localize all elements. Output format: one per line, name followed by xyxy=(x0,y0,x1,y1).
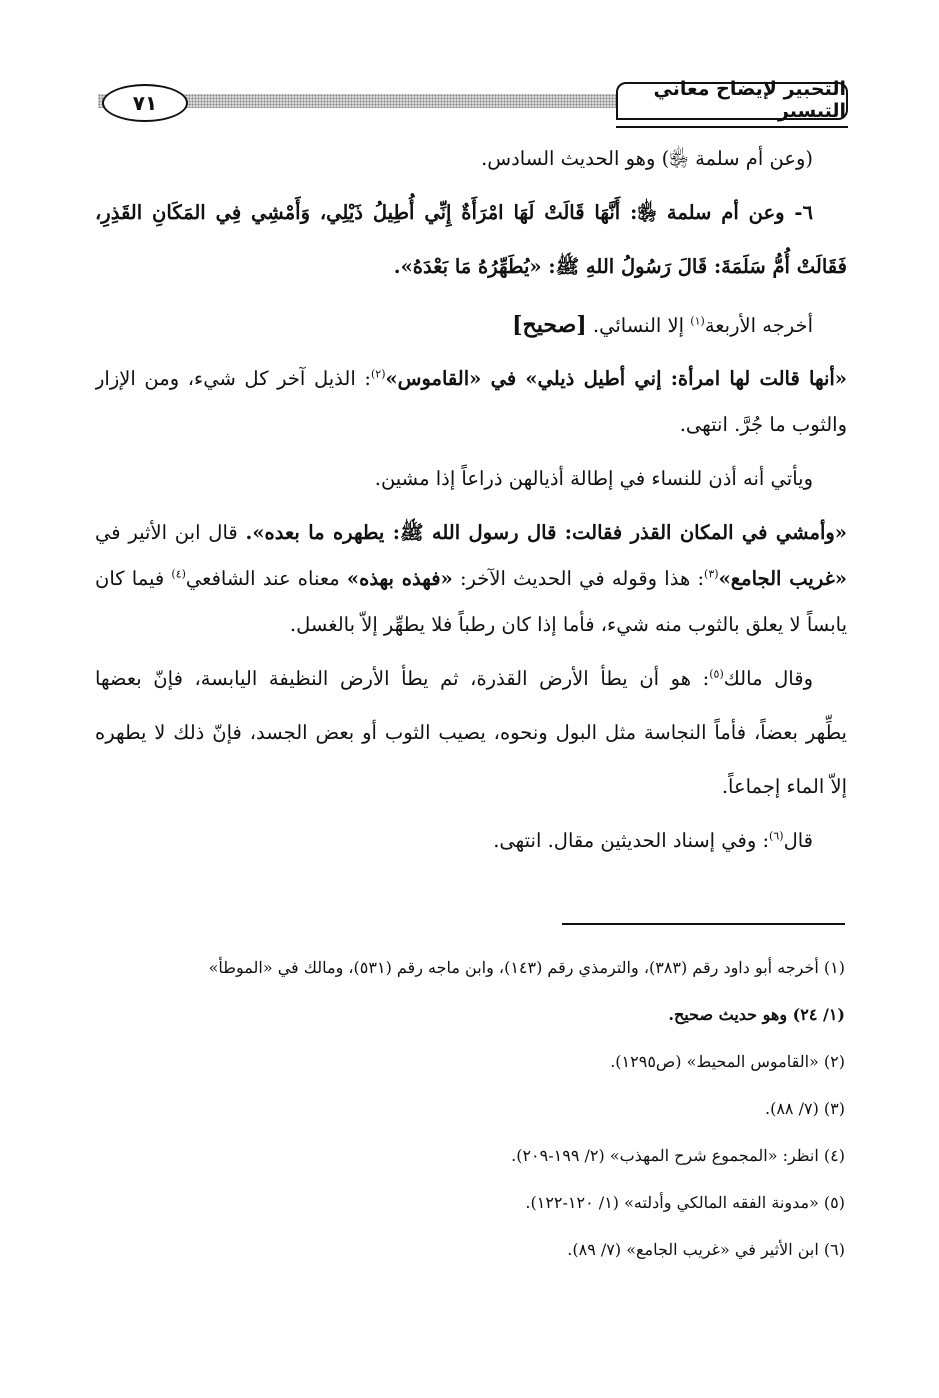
takhrij-line: أخرجه الأربعة$^{(١)}$ إلا النسائي. [صحيح] xyxy=(95,302,847,348)
text-line: (وعن أم سلمة ﵂) وهو الحديث السادس. xyxy=(481,147,813,170)
footnote-ref: (٣) xyxy=(704,567,719,581)
text-line: يابساً لا يعلق بالثوب منه شيء، فأما إذا كان رطباً فلا يطهِّر إلاّ بالغسل. xyxy=(289,613,847,636)
footnote: (٢) «القاموس المحيط» (ص١٢٩٥). xyxy=(610,1052,845,1071)
text-line: وقال مالك$^{(٥)}$: هو أن يطأ الأرض القذرة، ثم يطأ الأرض النظيفة اليابسة، فإنّ بعضها xyxy=(95,667,813,690)
footnote: (١/ ٢٤) وهو حديث صحيح. xyxy=(668,1005,845,1024)
footnote: (٤) انظر: «المجموع شرح المهذب» (٢/ ١٩٩-٢٠٩). xyxy=(511,1146,845,1165)
footnote-ref: (٤) xyxy=(171,567,186,581)
text-line: قال$^{(٦)}$: وفي إسناد الحديثين مقال. انتهى. xyxy=(493,829,813,852)
footnote: (٣) (٧/ ٨٨). xyxy=(764,1099,845,1118)
footnote-separator xyxy=(562,923,845,925)
page-header xyxy=(98,78,848,136)
footnote: (٥) «مدونة الفقه المالكي وأدلته» (١/ ١٢٠-١٢٢). xyxy=(525,1193,845,1212)
main-text xyxy=(95,136,847,864)
footnote-ref: (٢) xyxy=(370,367,386,381)
header-rule xyxy=(616,126,848,128)
footnote: (١) أخرجه أبو داود رقم (٣٨٣)، والترمذي رقم (١٤٣)، وابن ماجه رقم (٥٣١)، ومالك في «الموطأ» xyxy=(208,958,845,977)
text-line: «غريب الجامع»$^{(٣)}$: هذا وقوله في الحديث الآخر: «فهذه بهذه» معناه عند الشافعي$^{(٤)}$ فيما كان xyxy=(95,567,847,590)
text-line: إلاّ الماء إجماعاً. xyxy=(721,775,847,798)
text-line: «وأمشي في المكان القذر فقالت: قال رسول الله ﷺ: يطهره ما بعده». قال ابن الأثير في xyxy=(95,521,847,544)
grading-label: [صحيح] xyxy=(512,312,587,338)
text-line: ويأتي أنه أذن للنساء في إطالة أذيالهن ذراعاً إذا مشين. xyxy=(374,467,813,490)
hadith-line: فَقَالَتْ أُمُّ سَلَمَةَ: قَالَ رَسُولُ اللهِ ﷺ: «يُطَهِّرُهُ مَا بَعْدَهُ». xyxy=(393,255,847,278)
footnote-ref: (٥) xyxy=(709,667,724,681)
text-line: «أنها قالت لها امرأة: إني أطيل ذيلي» في «القاموس»$^{(٢)}$: الذيل آخر كل شيء، ومن الإزار xyxy=(95,367,847,390)
hadith-line: ٦- وعن أم سلمة ﵂: أَنَّهَا قَالَتْ لَهَا امْرَأَةٌ إِنِّي أُطِيلُ ذَيْلِي، وَأَمْشِي فِي المَكَانِ القَذِرِ، xyxy=(95,201,813,224)
footnote: (٦) ابن الأثير في «غريب الجامع» (٧/ ٨٩). xyxy=(567,1240,845,1259)
footnote-ref: (١) xyxy=(690,314,705,328)
page-number: ٧١ xyxy=(102,84,188,122)
book-title: التحبير لإيضاح معاني التيسير xyxy=(616,82,848,120)
footnote-ref: (٦) xyxy=(769,829,784,843)
text-line: والثوب ما جُرَّ. انتهى. xyxy=(679,413,847,436)
footnotes xyxy=(95,944,845,1273)
text-line: يطِّهر بعضاً، فأماً النجاسة مثل البول ونحوه، يصيب الثوب أو بعض الجسد، فإنّ ذلك لا يطهره xyxy=(95,721,847,744)
